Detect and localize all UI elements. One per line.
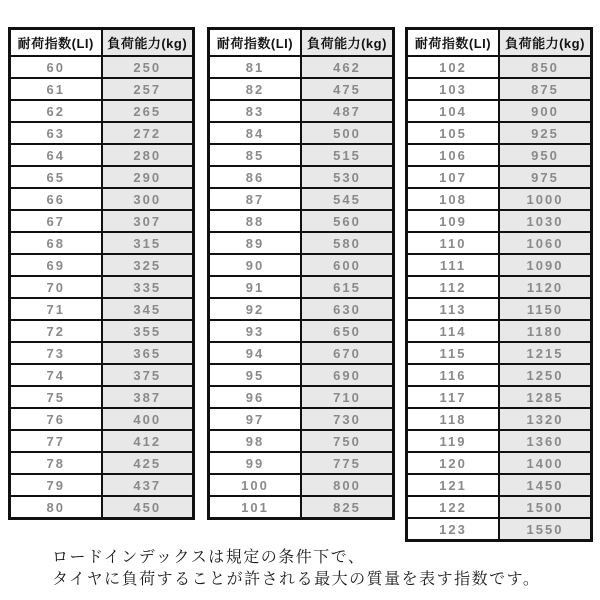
load-index-cell: 103 [407,78,500,100]
load-capacity-cell: 1320 [499,408,592,430]
table-row [10,364,194,386]
load-index-cell: 91 [209,276,302,298]
load-capacity-cell: 670 [301,342,394,364]
load-index-cell: 70 [10,276,102,298]
table-row [407,364,592,386]
load-index-cell: 115 [407,342,500,364]
load-index-cell: 100 [209,474,302,496]
load-index-cell: 77 [10,430,102,452]
load-index-cell: 120 [407,452,500,474]
table-row [10,78,194,100]
table-row [407,452,592,474]
load-capacity-cell: 1030 [499,210,592,232]
table-row [10,188,194,210]
table-row [209,56,394,78]
table-body [407,56,592,541]
load-index-cell: 88 [209,210,302,232]
load-capacity-cell: 387 [102,386,194,408]
column-header-load-index: 耐荷指数(LI) [407,29,500,57]
load-capacity-cell: 280 [102,144,194,166]
table-row [209,320,394,342]
table-row [209,188,394,210]
load-index-cell: 104 [407,100,500,122]
load-capacity-cell: 1215 [499,342,592,364]
load-index-cell: 96 [209,386,302,408]
load-index-cell: 98 [209,430,302,452]
load-index-cell: 62 [10,100,102,122]
load-index-cell: 85 [209,144,302,166]
load-index-table-81-101 [207,27,395,520]
load-index-cell: 65 [10,166,102,188]
load-capacity-cell: 375 [102,364,194,386]
load-capacity-cell: 650 [301,320,394,342]
table-row [10,342,194,364]
load-index-cell: 63 [10,122,102,144]
table-row [407,496,592,518]
table-row [10,408,194,430]
load-capacity-cell: 1400 [499,452,592,474]
table-header [10,29,194,57]
load-capacity-cell: 1000 [499,188,592,210]
load-index-cell: 112 [407,276,500,298]
load-index-cell: 74 [10,364,102,386]
load-index-cell: 60 [10,56,102,78]
load-capacity-cell: 300 [102,188,194,210]
table-row [209,276,394,298]
load-capacity-cell: 335 [102,276,194,298]
load-index-cell: 68 [10,232,102,254]
table-row [407,210,592,232]
load-index-cell: 81 [209,56,302,78]
table-row [209,342,394,364]
load-capacity-cell: 1285 [499,386,592,408]
table-row [209,408,394,430]
load-capacity-cell: 425 [102,452,194,474]
load-capacity-cell: 250 [102,56,194,78]
load-capacity-cell: 515 [301,144,394,166]
load-capacity-cell: 690 [301,364,394,386]
load-index-cell: 69 [10,254,102,276]
load-capacity-cell: 730 [301,408,394,430]
load-index-cell: 80 [10,496,102,519]
table-row [209,364,394,386]
table-row [10,298,194,320]
table-row [10,56,194,78]
table-row [407,474,592,496]
table-row [209,452,394,474]
load-index-cell: 64 [10,144,102,166]
load-capacity-cell: 400 [102,408,194,430]
table-row [10,430,194,452]
load-index-cell: 122 [407,496,500,518]
load-capacity-cell: 1450 [499,474,592,496]
load-index-cell: 73 [10,342,102,364]
load-capacity-cell: 630 [301,298,394,320]
load-capacity-cell: 925 [499,122,592,144]
table-row [407,430,592,452]
load-index-table-102-123 [405,27,593,542]
table-row [407,78,592,100]
load-index-table-60-80 [8,27,195,520]
table-row [407,518,592,541]
load-index-cell: 71 [10,298,102,320]
table-row [407,276,592,298]
load-capacity-cell: 545 [301,188,394,210]
table-row [10,100,194,122]
table-header [209,29,394,57]
load-capacity-cell: 1060 [499,232,592,254]
load-capacity-cell: 307 [102,210,194,232]
load-capacity-cell: 850 [499,56,592,78]
table-row [407,320,592,342]
load-capacity-cell: 1360 [499,430,592,452]
table-header [407,29,592,57]
table-row [407,232,592,254]
load-index-cell: 99 [209,452,302,474]
load-capacity-cell: 615 [301,276,394,298]
load-capacity-cell: 900 [499,100,592,122]
table-row [407,166,592,188]
load-index-cell: 117 [407,386,500,408]
load-index-cell: 97 [209,408,302,430]
load-capacity-cell: 1150 [499,298,592,320]
column-header-load-capacity: 負荷能力(kg) [301,29,394,57]
load-index-cell: 90 [209,254,302,276]
table-row [209,210,394,232]
load-capacity-cell: 975 [499,166,592,188]
table-row [10,254,194,276]
load-capacity-cell: 345 [102,298,194,320]
load-capacity-cell: 450 [102,496,194,519]
load-capacity-cell: 875 [499,78,592,100]
load-index-cell: 105 [407,122,500,144]
load-index-cell: 101 [209,496,302,519]
load-index-cell: 79 [10,474,102,496]
load-index-cell: 75 [10,386,102,408]
load-index-cell: 95 [209,364,302,386]
load-index-cell: 89 [209,232,302,254]
load-capacity-cell: 1250 [499,364,592,386]
load-capacity-cell: 750 [301,430,394,452]
load-index-cell: 76 [10,408,102,430]
table-row [407,56,592,78]
load-capacity-cell: 412 [102,430,194,452]
table-body [209,56,394,519]
load-capacity-cell: 475 [301,78,394,100]
load-index-cell: 113 [407,298,500,320]
load-capacity-cell: 580 [301,232,394,254]
table-row [407,386,592,408]
table-row [209,474,394,496]
table-row [209,122,394,144]
load-index-cell: 84 [209,122,302,144]
table-row [10,144,194,166]
table-row [209,254,394,276]
load-index-cell: 119 [407,430,500,452]
table-row [209,166,394,188]
load-capacity-cell: 600 [301,254,394,276]
column-header-load-capacity: 負荷能力(kg) [102,29,194,57]
load-capacity-cell: 950 [499,144,592,166]
load-index-cell: 67 [10,210,102,232]
load-capacity-cell: 355 [102,320,194,342]
load-capacity-cell: 315 [102,232,194,254]
load-capacity-cell: 530 [301,166,394,188]
table-row [209,298,394,320]
load-index-cell: 116 [407,364,500,386]
load-index-cell: 118 [407,408,500,430]
load-index-cell: 106 [407,144,500,166]
table-row [209,78,394,100]
load-index-cell: 108 [407,188,500,210]
load-index-cell: 114 [407,320,500,342]
table-row [10,122,194,144]
table-row [10,232,194,254]
table-row [209,144,394,166]
table-row [10,320,194,342]
table-row [10,496,194,519]
load-capacity-cell: 487 [301,100,394,122]
footer-note-line-2: タイヤに負荷することが許される最大の質量を表す指数です。 [52,571,541,588]
load-index-cell: 92 [209,298,302,320]
table-row [10,166,194,188]
load-index-cell: 123 [407,518,500,541]
table-row [407,100,592,122]
load-capacity-cell: 462 [301,56,394,78]
load-index-cell: 61 [10,78,102,100]
load-capacity-cell: 775 [301,452,394,474]
table-row [407,144,592,166]
load-capacity-cell: 257 [102,78,194,100]
table-row [407,122,592,144]
load-capacity-cell: 290 [102,166,194,188]
header-row [10,29,194,57]
load-index-cell: 109 [407,210,500,232]
load-index-cell: 111 [407,254,500,276]
table-row [209,232,394,254]
load-capacity-cell: 325 [102,254,194,276]
column-header-load-index: 耐荷指数(LI) [10,29,102,57]
load-index-cell: 110 [407,232,500,254]
load-capacity-cell: 365 [102,342,194,364]
load-index-cell: 87 [209,188,302,210]
table-row [209,496,394,519]
load-capacity-cell: 437 [102,474,194,496]
footer-note-line-1: ロードインデックスは規定の条件下で、 [52,549,366,566]
table-row [10,210,194,232]
load-index-cell: 86 [209,166,302,188]
table-row [209,430,394,452]
table-row [10,276,194,298]
load-index-cell: 83 [209,100,302,122]
load-index-cell: 121 [407,474,500,496]
table-row [407,254,592,276]
load-index-cell: 93 [209,320,302,342]
column-header-load-index: 耐荷指数(LI) [209,29,302,57]
table-row [407,298,592,320]
table-row [209,386,394,408]
load-capacity-cell: 1180 [499,320,592,342]
load-index-cell: 107 [407,166,500,188]
load-index-cell: 78 [10,452,102,474]
load-capacity-cell: 1090 [499,254,592,276]
load-index-cell: 94 [209,342,302,364]
load-capacity-cell: 560 [301,210,394,232]
table-row [10,386,194,408]
table-row [407,342,592,364]
table-row [10,452,194,474]
column-header-load-capacity: 負荷能力(kg) [499,29,592,57]
load-capacity-cell: 1500 [499,496,592,518]
table-body [10,56,194,519]
table-row [10,474,194,496]
load-index-cell: 66 [10,188,102,210]
table-row [407,408,592,430]
load-capacity-cell: 800 [301,474,394,496]
footer-note [52,547,540,591]
table-row [209,100,394,122]
header-row [209,29,394,57]
load-index-cell: 102 [407,56,500,78]
table-row [407,188,592,210]
load-capacity-cell: 272 [102,122,194,144]
load-capacity-cell: 265 [102,100,194,122]
header-row [407,29,592,57]
load-capacity-cell: 1550 [499,518,592,541]
load-capacity-cell: 825 [301,496,394,519]
load-index-cell: 72 [10,320,102,342]
load-index-cell: 82 [209,78,302,100]
load-capacity-cell: 500 [301,122,394,144]
load-capacity-cell: 710 [301,386,394,408]
load-capacity-cell: 1120 [499,276,592,298]
